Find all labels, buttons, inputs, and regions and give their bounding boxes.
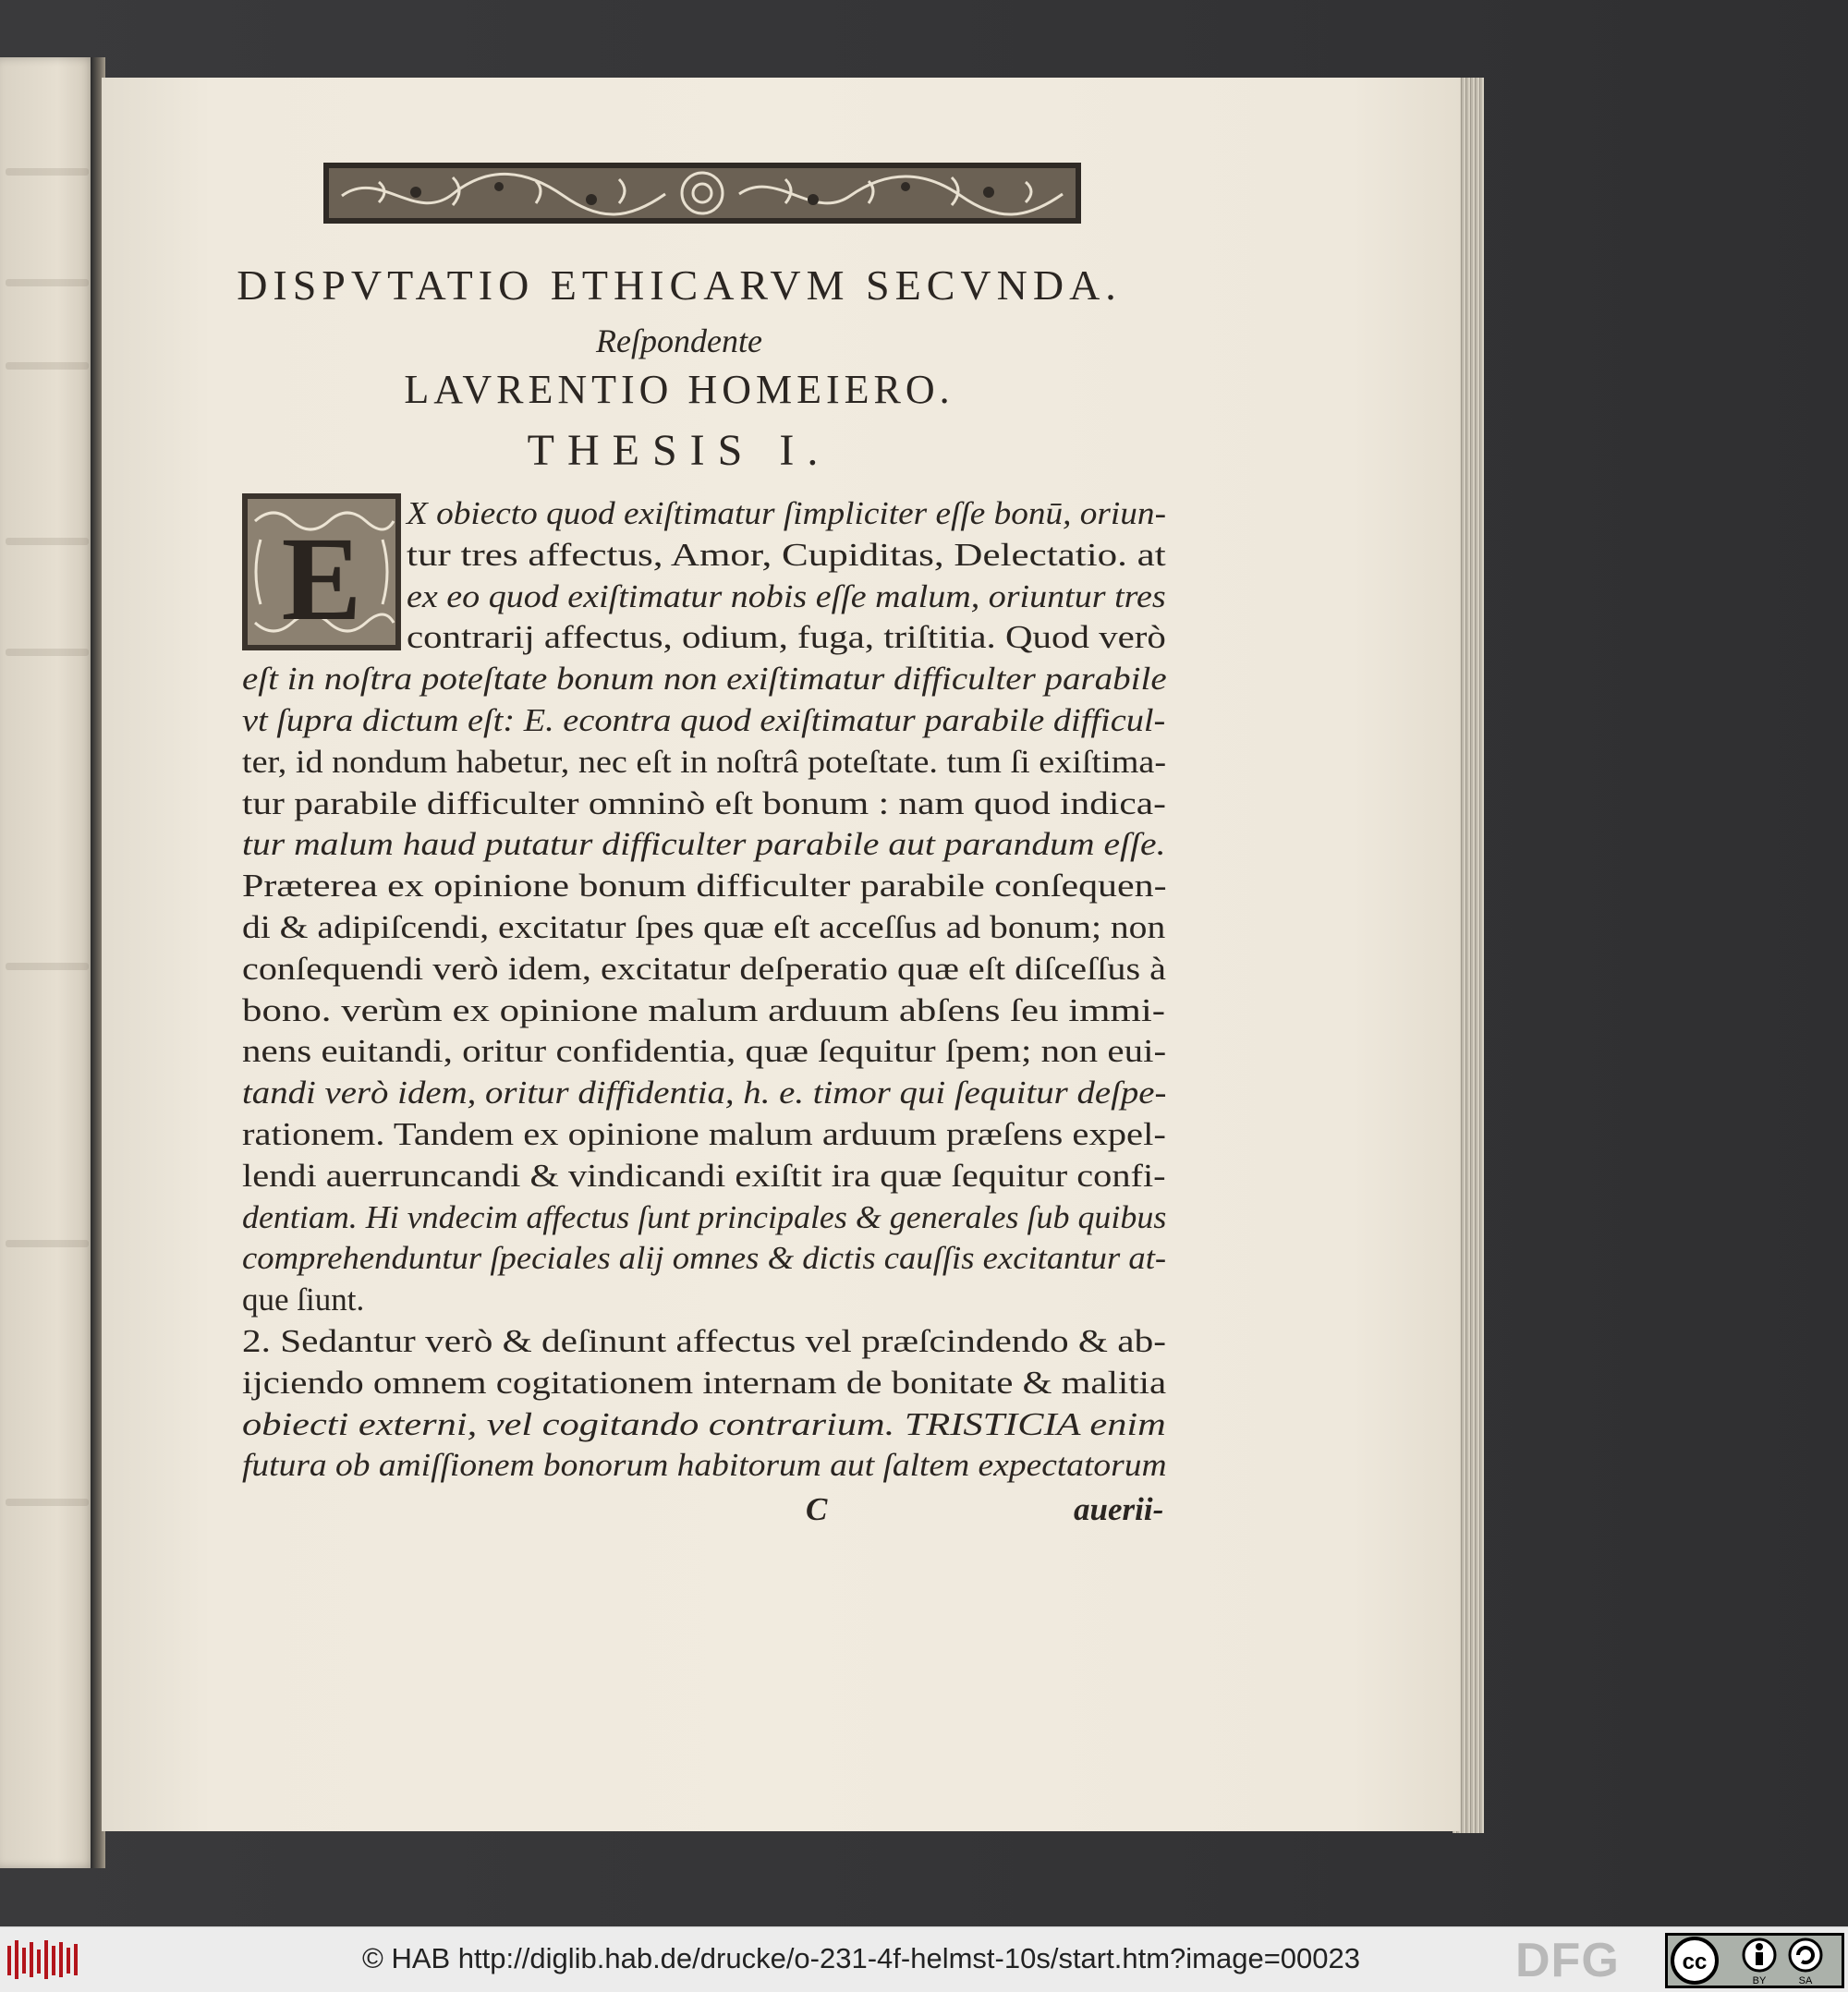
text-line: dentiam. Hi vndecim affectus ſunt principales & generales ſub quibus xyxy=(242,1198,1167,1235)
svg-text:E: E xyxy=(281,513,362,646)
text-line: futura ob amiſſionem bonorum habitorum aut ſaltem expectatorum xyxy=(242,1447,1167,1484)
text-line: ijciendo omnem cogitationem internam de bonitate & malitia xyxy=(242,1364,1167,1401)
text-line: 2. Sedantur verò & deſinunt affectus vel præſcindendo & ab- xyxy=(242,1323,1166,1359)
text-line: tur tres affectus, Amor, Cupiditas, Delectatio. at xyxy=(407,536,1166,573)
text-line: X obiecto quod exiſtimatur ſimpliciter eſſe bonū, oriun- xyxy=(407,495,1166,531)
text-line: conſequendi verò idem, excitatur deſperatio quæ eſt diſceſſus à xyxy=(242,950,1166,987)
hab-logo-icon xyxy=(6,1938,79,1981)
disputation-title: DISPVTATIO ETHICARVM SECVNDA. xyxy=(237,261,1122,309)
text-line: que ſiunt. xyxy=(242,1281,365,1318)
text-line: bono. verùm ex opinione malum arduum abſens ſeu immi- xyxy=(242,991,1166,1028)
svg-text:cc: cc xyxy=(1682,1949,1708,1974)
dfg-logo: DFG xyxy=(1515,1934,1620,1987)
text-line: Præterea ex opinione bonum difficulter parabile conſequen- xyxy=(242,868,1167,905)
svg-text:BY: BY xyxy=(1752,1975,1767,1986)
viewer-footer-bar xyxy=(0,1926,1848,1992)
text-line: rationem. Tandem ex opinione malum arduum præſens expel- xyxy=(242,1116,1166,1152)
text-line: di & adipiſcendi, excitatur ſpes quæ eſt acceſſus ad bonum; non xyxy=(242,909,1166,945)
cc-by-sa-license-badge[interactable] xyxy=(1665,1933,1844,1988)
respondent-name: LAVRENTIO HOMEIERO. xyxy=(404,367,954,412)
text-line: comprehenduntur ſpeciales alij omnes & dictis cauſſis excitantur at- xyxy=(242,1240,1167,1277)
thesis-heading: THESIS I. xyxy=(527,426,832,475)
woodcut-headpiece-ornament xyxy=(323,159,1081,229)
text-line: tur parabile difficulter omninò eſt bonum : nam quod indica- xyxy=(242,784,1166,821)
text-line: obiecti externi, vel cogitando contrarium. TRISTICIA enim xyxy=(242,1405,1166,1442)
catchword: auerii- xyxy=(1074,1491,1164,1527)
text-line: nens euitandi, oritur confidentia, quæ ſequitur ſpem; non eui- xyxy=(242,1033,1167,1070)
respondente-label: Reſpondente xyxy=(596,322,762,359)
decorated-initial-e xyxy=(242,493,401,650)
signature-mark: C xyxy=(806,1491,828,1527)
text-line: lendi auerruncandi & vindicandi exiſtit ira quæ ſequitur confi- xyxy=(242,1157,1166,1194)
svg-text:SA: SA xyxy=(1798,1975,1813,1986)
text-line: ter, id nondum habetur, nec eſt in noſtrâ poteſtate. tum ſi exiſtima- xyxy=(242,743,1167,780)
book-page xyxy=(102,78,1460,1831)
previous-page-edge xyxy=(0,57,96,1868)
sa-icon xyxy=(1790,1939,1821,1971)
text-line: tur malum haud putatur difficulter parabile aut parandum eſſe. xyxy=(242,826,1166,863)
text-line: vt ſupra dictum eſt: E. econtra quod exiſtimatur parabile difficul- xyxy=(242,702,1166,738)
text-line: tandi verò idem, oritur diffidentia, h. e. timor qui ſequitur deſpe- xyxy=(242,1075,1167,1111)
copyright-url[interactable]: © HAB http://diglib.hab.de/drucke/o-231-4f-helmst-10s/start.htm?image=00023 xyxy=(362,1942,1361,1974)
text-line: eſt in noſtra poteſtate bonum non exiſtimatur difficulter parabile xyxy=(242,661,1167,698)
text-line: contrarij affectus, odium, fuga, triſtitia. Quod verò xyxy=(407,619,1166,656)
text-line: ex eo quod exiſtimatur nobis eſſe malum, oriuntur tres xyxy=(407,577,1166,614)
